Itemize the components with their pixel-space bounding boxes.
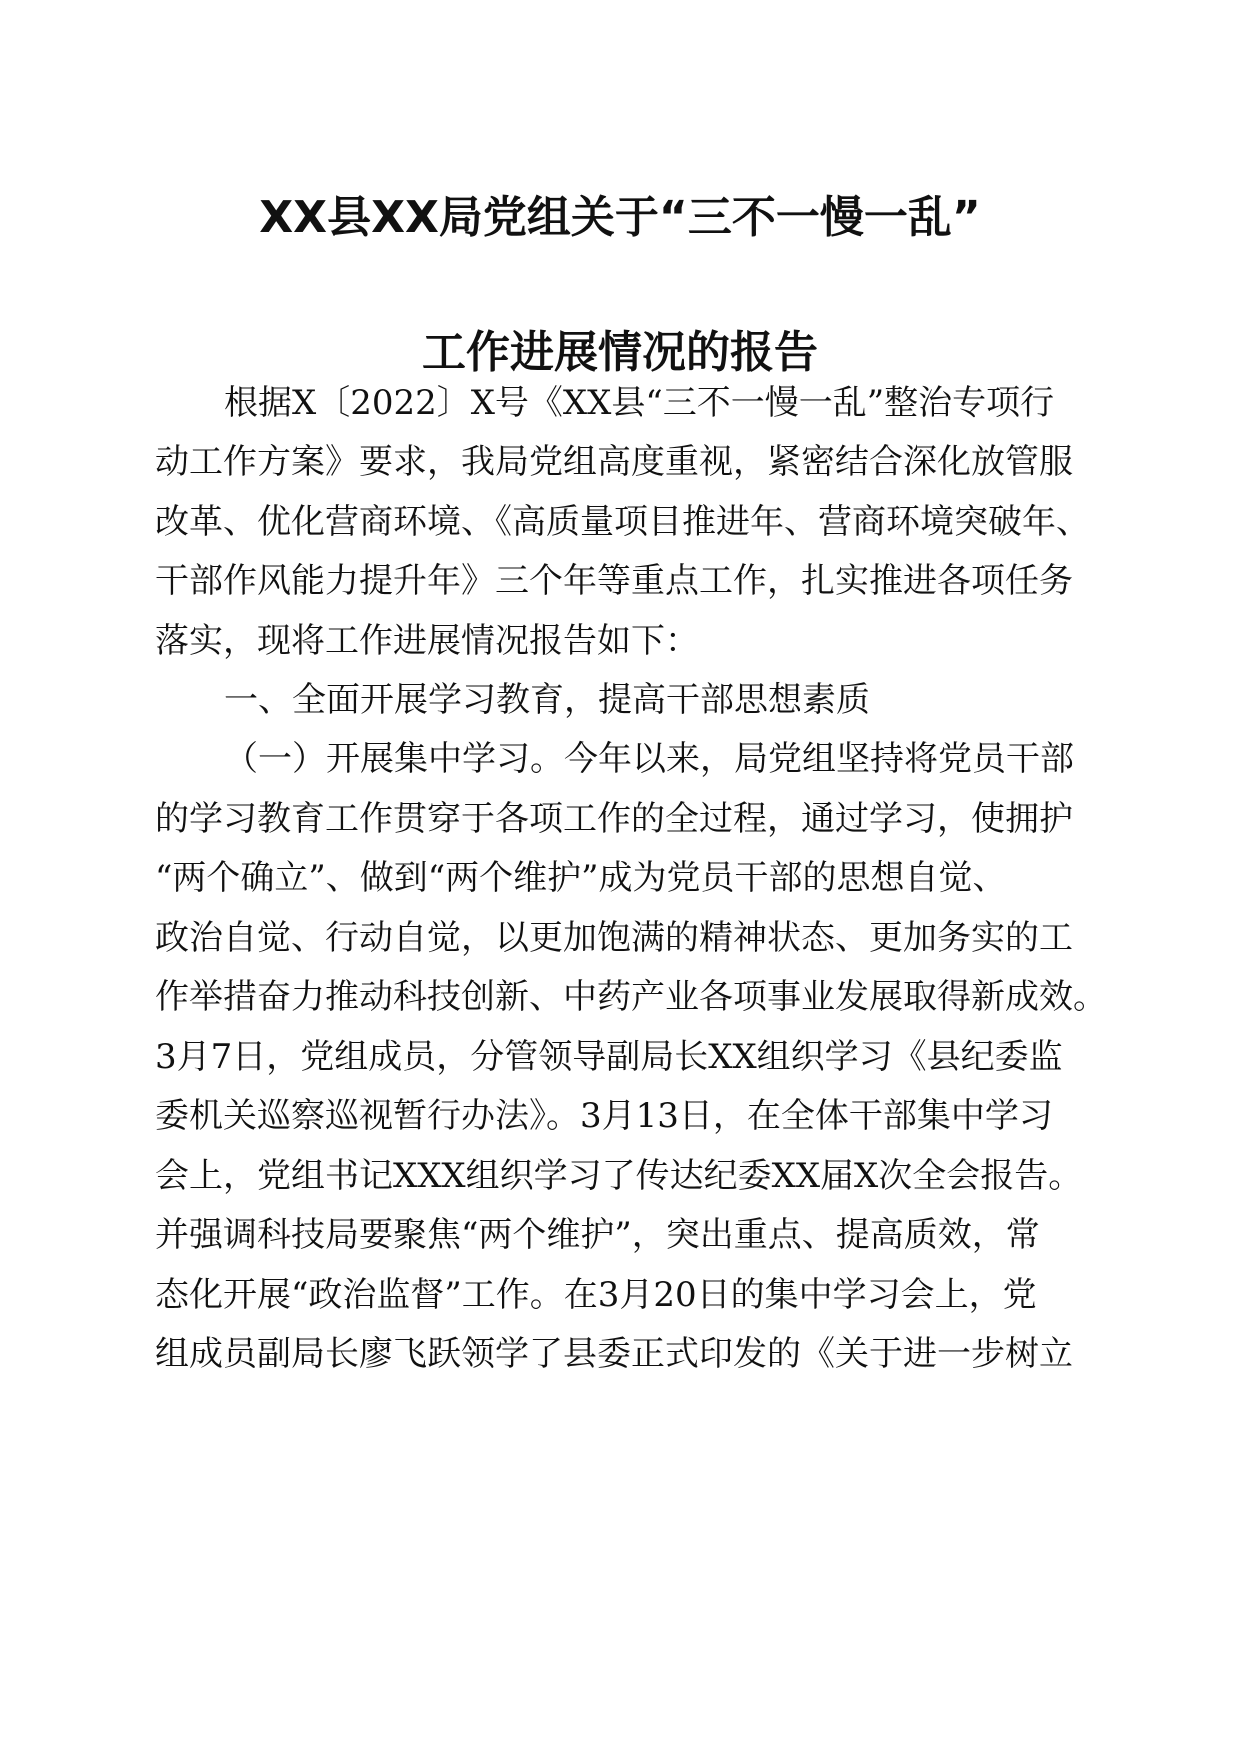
document-page: XX县XX局党组关于“三不一慢一乱” 工作进展情况的报告 根据X〔2022〕X号《XX县“三不一慢一乱”整治专项行 动工作方案》要求，我局党组高度重视，紧密结合深化放管服 改革、优化营商环境、《高质量项目推进年、营商环境突破年、 干部作风能力提升年》三个年等重点工作，扎实推进各项任务 落实，现将工作进展情况报告如下： 一、全面开展学习教育，提高干部思想素质 （一）开展集中学习。今年以来，局党组坚持将党员干部 的学习教育工作贯穿于各项工作的全过程，通过学习，使拥护 “两个确立”、做到“两个维护”成为党员干部的思想自觉、 政治自觉、行动自觉，以更加饱满的精神状态、更加务实的工 作举措奋力推动科技创新、中药产业各项事业发展取得新成效。 3月7日，党组成员，分管领导副局长XX组织学习《县纪委监 委机关巡察巡视暂行办法》。3月13日，在全体干部集中学习 会上，党组书记XXX组织学习了传达纪委XX届X次全会报告。 并强调科技局要聚焦“两个维护”，突出重点、提高质效，常 态化开展“政治监督”工作。在3月20日的集中学习会上，党 组成员副局长廖飞跃领学了县委正式印发的《关于进一步树立 (0, 0, 1240, 1754)
document-title-line-2: 工作进展情况的报告 (422, 327, 818, 378)
document-title-line-1: XX县XX局党组关于“三不一慢一乱” (259, 192, 981, 243)
